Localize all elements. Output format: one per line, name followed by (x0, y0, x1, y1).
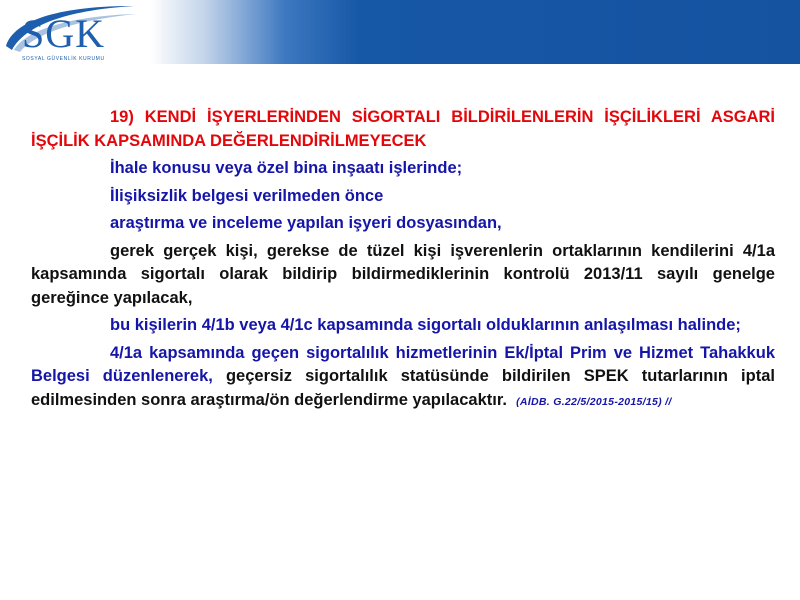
paragraph-gerek: gerek gerçek kişi, gerekse de tüzel kişi işverenlerin ortaklarının kendilerini 4/1a kapsamında sigortalı olarak bildirip bildirmediklerinin kontrolü 2013/11 sayılı genelge gereğince yapılacak, (31, 241, 775, 307)
citation: (AİDB. G.22/5/2015-2015/15) // (516, 395, 672, 408)
header-bar (0, 0, 800, 64)
slide-content (31, 106, 775, 414)
paragraph-bu-kisilerin: bu kişilerin 4/1b veya 4/1c kapsamında sigortalı olduklarının anlaşılması halinde; (110, 316, 741, 334)
line-ihale: İhale konusu veya özel bina inşaatı işlerinde; (110, 159, 463, 177)
paragraph-iptal-black: geçersiz sigortalılık statüsünde bildirilen SPEK tutarlarının iptal edilmesinden sonra araştırma/ön değerlendirme yapılacaktır. (31, 367, 775, 409)
logo-text: SGK (22, 11, 106, 56)
heading: 19) KENDİ İŞYERLERİNDEN SİGORTALI BİLDİRİLENLERİN İŞÇİLİKLERİ ASGARİ İŞÇİLİK KAPSAMINDA DEĞERLENDİRİLMEYECEK (31, 108, 775, 150)
sgk-logo (0, 0, 150, 64)
paragraph-iptal-blue: 4/1a kapsamında geçen sigortalılık hizmetlerinin Ek/İptal Prim ve Hizmet Tahakkuk Belgesi düzenlenerek, (31, 343, 775, 385)
logo-subtitle: SOSYAL GÜVENLİK KURUMU (22, 56, 105, 62)
line-arastirma: araştırma ve inceleme yapılan işyeri dosyasından, (110, 214, 502, 232)
line-iliskisizlik: İlişiksizlik belgesi verilmeden önce (110, 186, 384, 205)
paragraph-iptal (31, 342, 775, 415)
